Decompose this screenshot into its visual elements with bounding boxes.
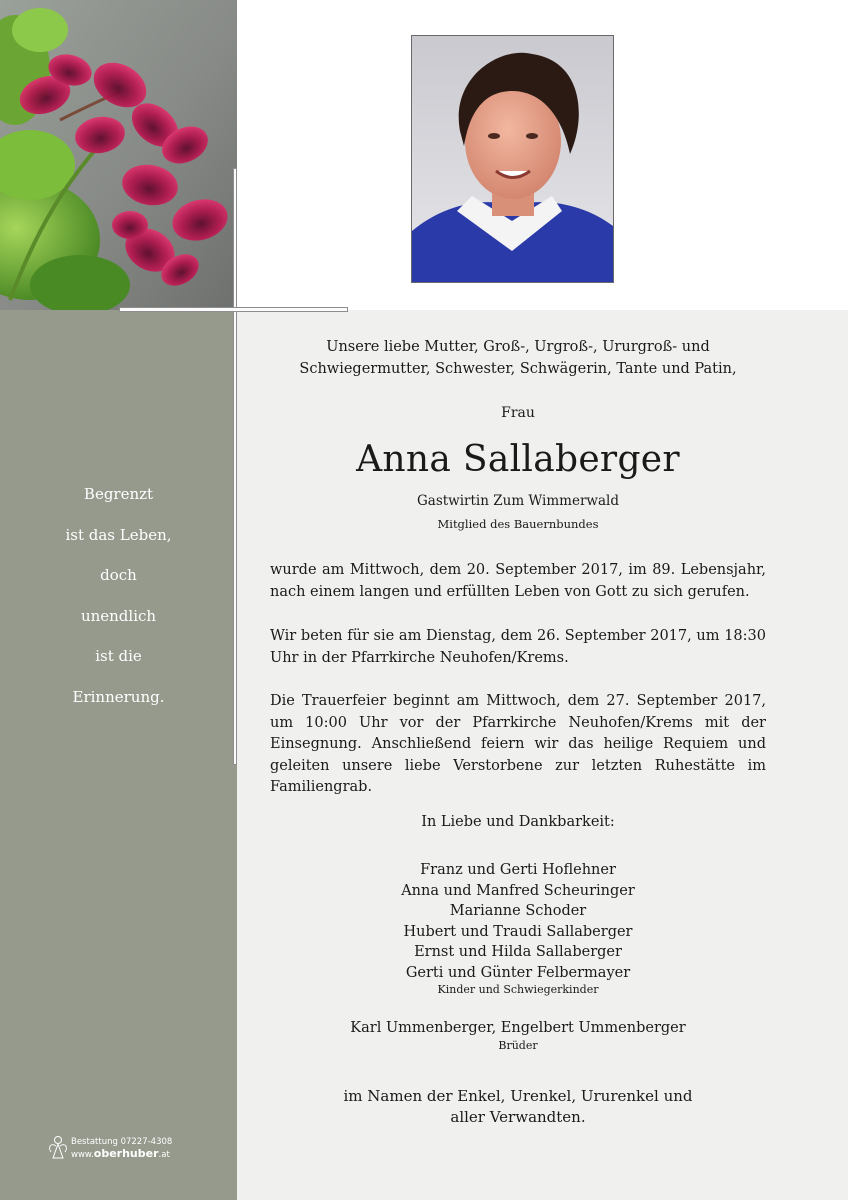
poem-line: ist die xyxy=(95,647,142,666)
mourner-name: Ernst und Hilda Sallaberger xyxy=(414,944,622,960)
web-prefix: www. xyxy=(71,1150,94,1160)
poem-line: doch xyxy=(100,566,137,585)
mourner-name: Hubert und Traudi Sallaberger xyxy=(403,923,633,940)
mourner-name: Gerti und Günter Felbermayer xyxy=(405,964,631,981)
poem-line: Erinnerung. xyxy=(72,687,165,706)
web-name: oberhuber xyxy=(93,1147,159,1160)
intro-relations xyxy=(270,336,766,380)
closing-line xyxy=(270,1086,766,1128)
cross-horizontal-bar xyxy=(119,307,348,312)
mourner-name: Anna und Manfred Scheuringer xyxy=(401,882,635,899)
prayer-paragraph: Wir beten für sie am Dienstag, dem 26. September 2017, um 18:30 Uhr in der Pfarrkirche Neuhofen/Krems. xyxy=(270,628,766,666)
salutation: Frau xyxy=(501,405,535,421)
thanks-heading: In Liebe und Dankbarkeit: xyxy=(421,814,615,830)
poem-line: Begrenzt xyxy=(83,485,154,503)
intro-line: Schwiegermutter, Schwester, Schwägerin, Tante und Patin, xyxy=(299,361,737,377)
closing-text: aller Verwandten. xyxy=(450,1108,586,1126)
funeral-home-website[interactable] xyxy=(71,1148,172,1161)
mourner-name: Franz und Gerti Hoflehner xyxy=(420,862,616,878)
membership: Mitglied des Bauernbundes xyxy=(437,517,599,531)
relation-label: Brüder xyxy=(498,1038,538,1052)
portrait-photo xyxy=(411,35,614,283)
funeral-home-logo xyxy=(48,1134,188,1164)
poem-line: ist das Leben, xyxy=(65,525,172,544)
sidebar-panel xyxy=(0,310,237,1200)
mourner-name: Marianne Schoder xyxy=(449,903,587,919)
deceased-name: Anna Sallaberger xyxy=(356,439,680,480)
occupation: Gastwirtin Zum Wimmerwald xyxy=(417,493,619,509)
funeral-home-phone: Bestattung 07227-4308 xyxy=(71,1137,173,1147)
mourner-name: Karl Ummenberger, Engelbert Ummenberger xyxy=(350,1020,686,1036)
memorial-poem xyxy=(0,474,237,718)
web-suffix: .at xyxy=(158,1150,170,1160)
children-list xyxy=(270,860,766,997)
closing-text: im Namen der Enkel, Urenkel, Ururenkel und xyxy=(343,1087,693,1105)
brothers-list xyxy=(270,1018,766,1053)
angel-icon xyxy=(48,1134,68,1160)
geranium-flower-photo xyxy=(0,0,237,310)
poem-line: unendlich xyxy=(80,606,157,625)
funeral-service-paragraph: Die Trauerfeier beginnt am Mittwoch, dem 27. September 2017, um 10:00 Uhr vor der Pfarrkirche Neuhofen/Krems mit der Einsegnung. Anschließend feiern wir das heilige Requiem und geleiten unsere liebe Verstorbene zur letzten Ruhestätte im Familiengrab. xyxy=(270,693,766,795)
relation-label: Kinder und Schwiegerkinder xyxy=(437,983,599,996)
death-announcement-paragraph: wurde am Mittwoch, dem 20. September 2017, im 89. Lebensjahr, nach einem langen und erfüllten Leben von Gott zu sich gerufen. xyxy=(270,562,766,600)
intro-line: Unsere liebe Mutter, Groß-, Urgroß-, Ururgroß- und xyxy=(326,339,710,355)
